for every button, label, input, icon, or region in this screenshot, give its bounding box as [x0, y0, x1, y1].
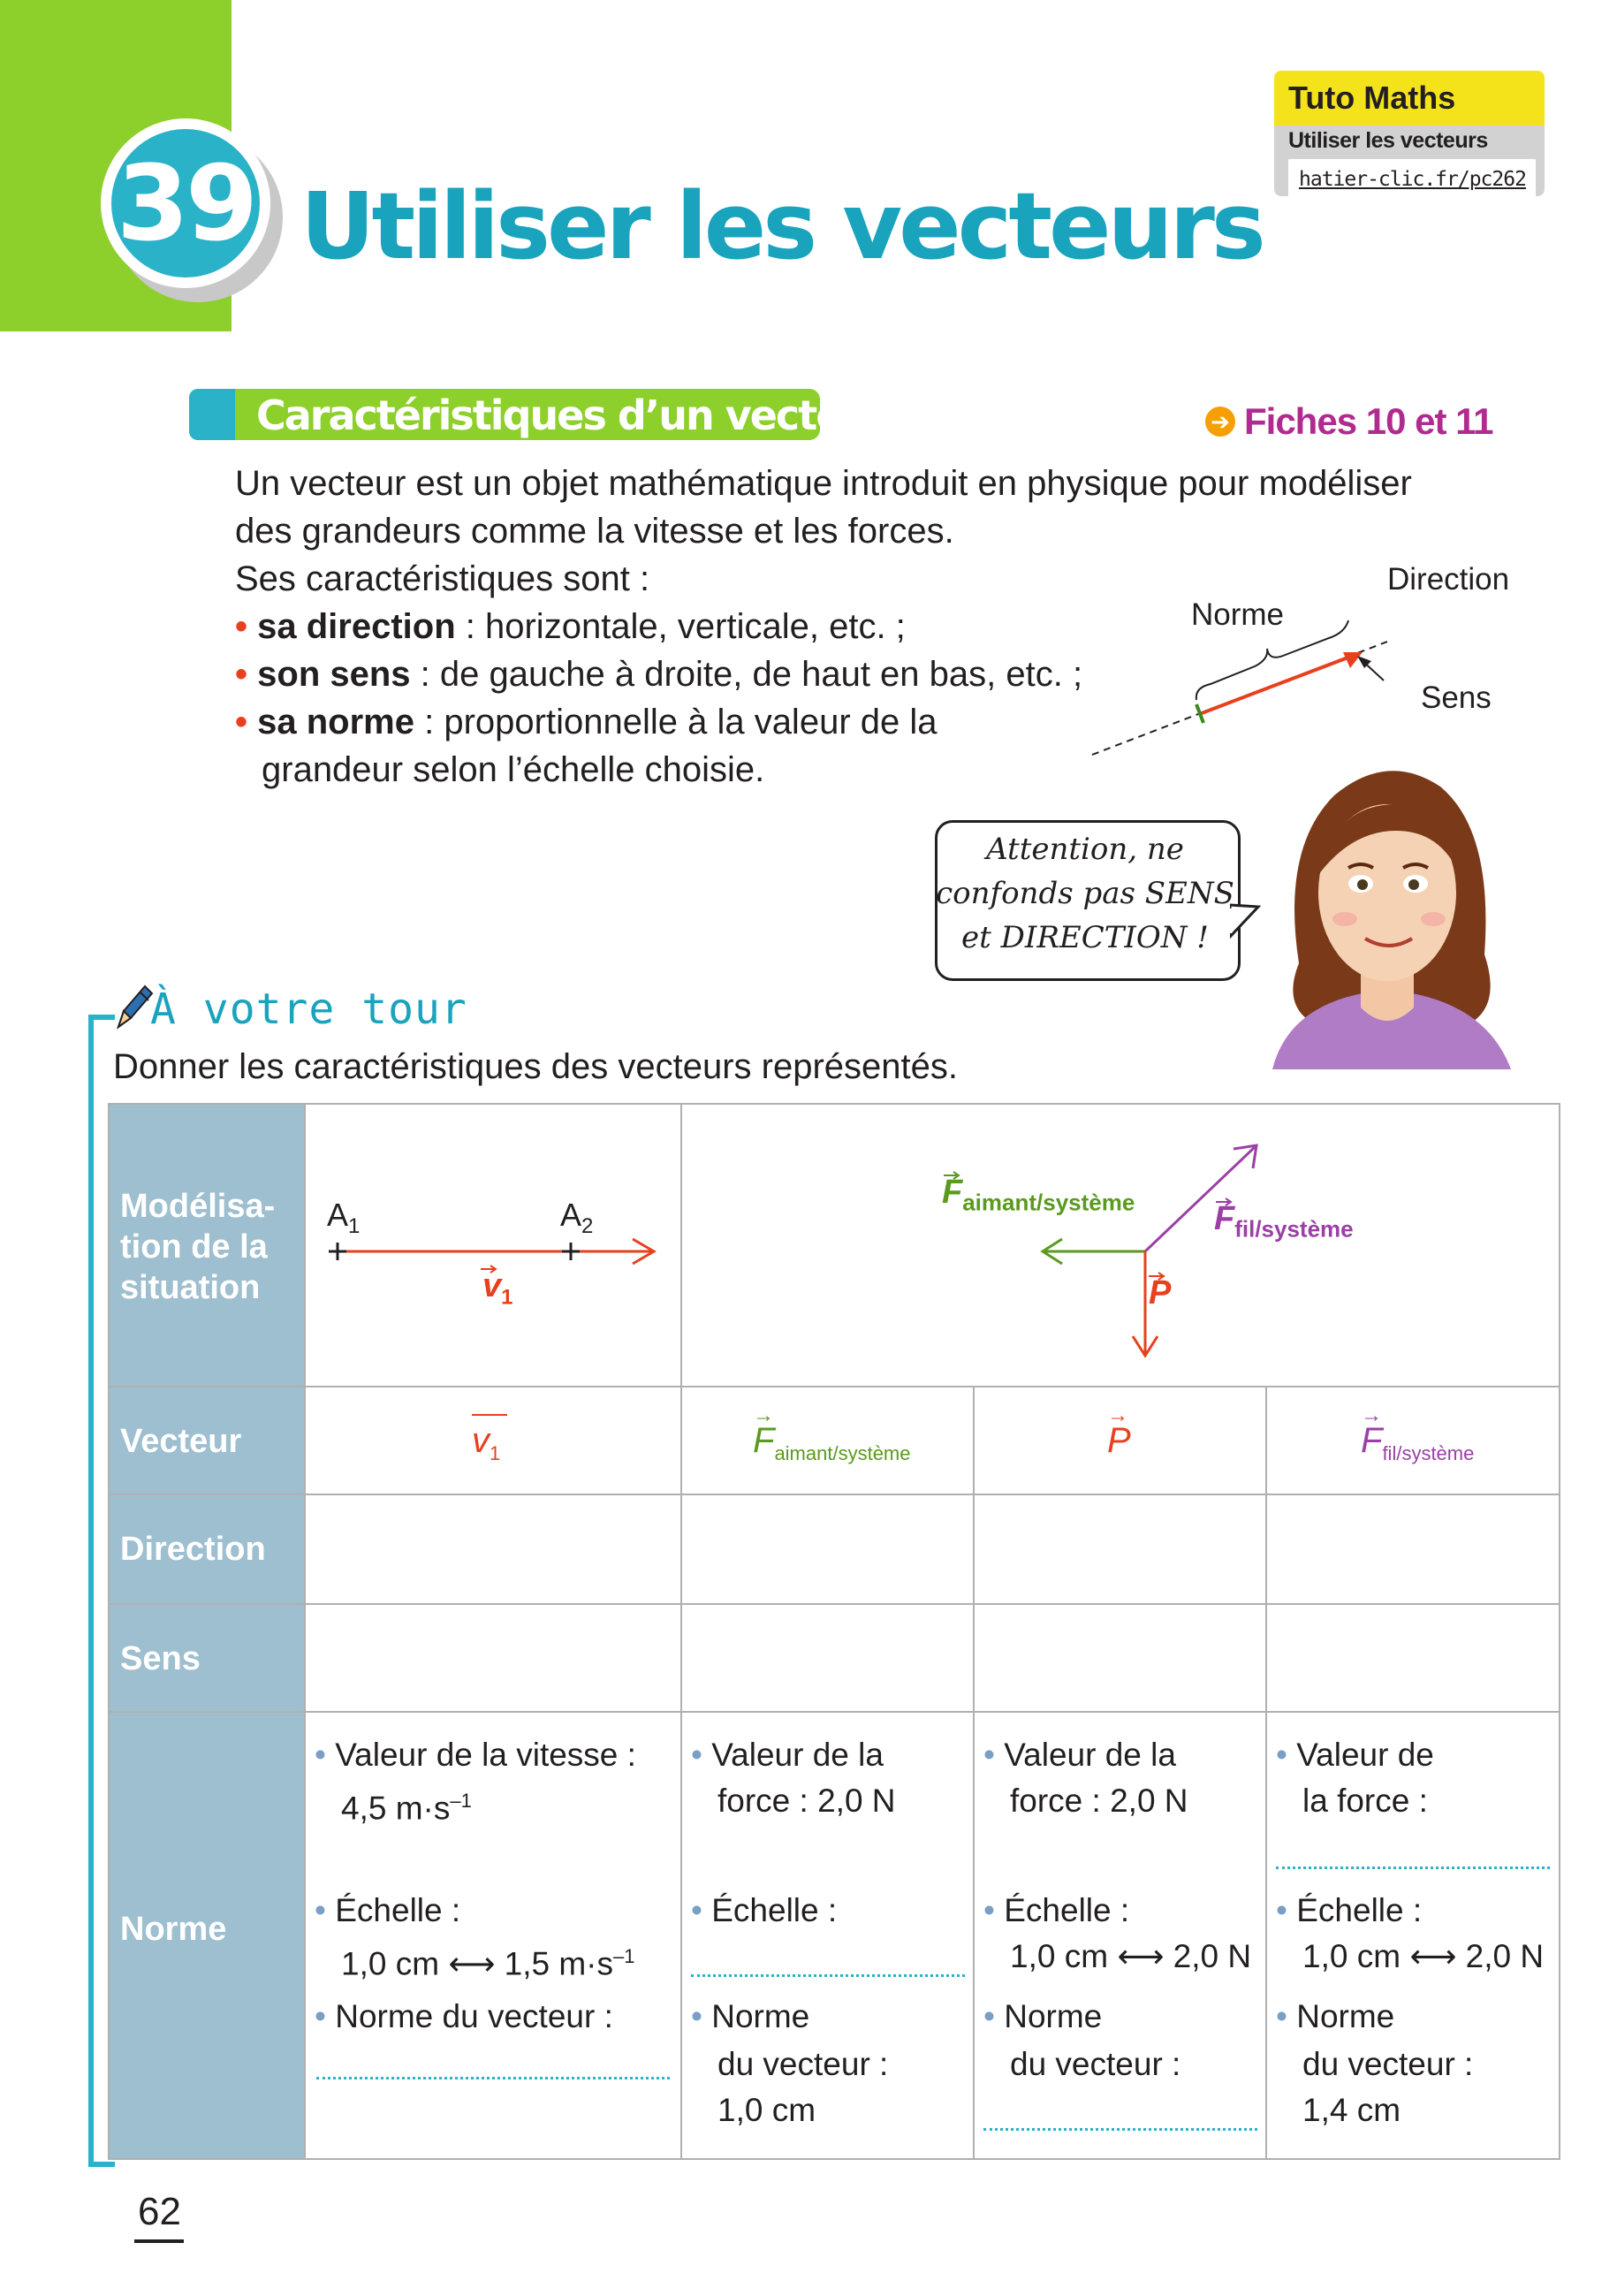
answer-cell[interactable]	[974, 1604, 1266, 1712]
force-fil-label: $F_{fil/système}$	[1214, 1200, 1354, 1243]
bullet-term: sa direction	[257, 607, 456, 646]
norme-line: • Norme	[691, 1998, 810, 2034]
forces-diagram	[682, 1105, 1560, 1387]
table-row-norme	[109, 1712, 1560, 2159]
pencil-icon	[110, 979, 154, 1032]
table-row-sens	[109, 1604, 1560, 1712]
norme-cell-2	[681, 1712, 974, 2159]
answer-cell[interactable]	[974, 1494, 1266, 1604]
table-row-modelisation	[109, 1104, 1560, 1387]
point-a2-label: $A_2$	[560, 1197, 594, 1239]
answer-cell[interactable]	[1266, 1494, 1560, 1604]
arrow-right-icon: ➔	[1205, 407, 1235, 437]
vector-arrow-icon: →	[1107, 1403, 1128, 1427]
intro-line: des grandeurs comme la vitesse et les forces.	[235, 512, 954, 551]
page-number: 62	[138, 2190, 181, 2233]
point-a1-label: $A_1$	[327, 1197, 361, 1239]
vector-cell-f-fil	[1266, 1387, 1560, 1494]
exercise-title: À votre tour	[150, 985, 467, 1034]
diagram-label-norme: Norme	[1191, 597, 1285, 632]
bullet-text: : de gauche à droite, de haut en bas, etc. ;	[410, 655, 1083, 694]
bullet-term: son sens	[257, 655, 411, 694]
chapter-number: 39	[111, 129, 260, 277]
norme-line: • Norme du vecteur :	[315, 1998, 613, 2034]
norme-line: 1,0 cm ⟷ 2,0 N	[1302, 1938, 1545, 1974]
answer-dotted-line[interactable]	[1276, 1866, 1550, 1869]
bullet-continuation: grandeur selon l’échelle choisie.	[262, 750, 765, 789]
table-row-vecteur	[109, 1387, 1560, 1494]
section-title: Caractéristiques d’un vecteur	[256, 392, 887, 439]
force-aimant-label: $F_{aimant/système}$	[942, 1174, 1135, 1216]
norme-line: • Échelle :	[983, 1892, 1130, 1928]
answer-cell[interactable]	[305, 1604, 681, 1712]
tuto-link[interactable]: hatier-clic.fr/pc262	[1299, 168, 1526, 191]
norme-line: 1,0 cm ⟷ 1,5 $m\cdot s^{-1}$	[341, 1945, 635, 1982]
model-forces-cell	[681, 1104, 1560, 1387]
norme-line: • Norme	[983, 1998, 1103, 2034]
table-row-direction	[109, 1494, 1560, 1604]
answer-cell[interactable]	[1266, 1604, 1560, 1712]
row-header-sens: Sens	[109, 1604, 305, 1712]
bullet-icon: •	[235, 607, 248, 646]
bubble-line: confonds pas SENS	[936, 876, 1234, 911]
exercise-side-rule	[88, 1015, 94, 2167]
vector-symbol: P	[1107, 1421, 1131, 1460]
norme-line: • Valeur de la	[983, 1737, 1176, 1773]
answer-cell[interactable]	[681, 1604, 974, 1712]
exercise-instruction: Donner les caractéristiques des vecteurs représentés.	[113, 1047, 959, 1086]
norme-line: • Valeur de la vitesse :	[315, 1737, 636, 1773]
page-title: Utiliser les vecteurs	[300, 172, 1263, 280]
tuto-title: Tuto Maths	[1288, 80, 1456, 116]
intro-line: Ses caractéristiques sont :	[235, 559, 650, 598]
answer-cell[interactable]	[681, 1494, 974, 1604]
bubble-line: Attention, ne	[986, 832, 1184, 867]
norme-line: • Norme	[1276, 1998, 1395, 2034]
row-header-line: situation	[120, 1269, 261, 1306]
norme-line: du vecteur :	[717, 2046, 889, 2082]
speech-bubble-text	[935, 827, 1235, 960]
bullet-text: : proportionnelle à la valeur de la	[414, 703, 938, 741]
norme-line: • Valeur de la	[691, 1737, 884, 1773]
vector-symbol: $F_{fil/système}$	[1361, 1421, 1475, 1464]
norme-line: 1,0 cm	[717, 2092, 816, 2128]
vector-symbol: $F_{aimant/système}$	[753, 1421, 911, 1464]
norme-cell-3	[974, 1712, 1266, 2159]
row-header-line: Modélisa-	[120, 1188, 276, 1225]
section-title-accent	[189, 389, 235, 440]
vector-cell-v1	[305, 1387, 681, 1494]
norme-line: • Échelle :	[691, 1892, 838, 1928]
answer-dotted-line[interactable]	[316, 2077, 670, 2079]
vector-v1-label: $v_1$	[482, 1267, 513, 1310]
norme-line: 4,5 $m\cdot s^{-1}$	[341, 1790, 472, 1827]
diagram-label-sens: Sens	[1421, 680, 1492, 715]
page-number-underline	[134, 2239, 184, 2243]
vector-symbol: $v_1$	[472, 1421, 501, 1464]
vector-arrow-icon: →	[753, 1403, 774, 1427]
velocity-vector-diagram	[306, 1105, 682, 1387]
norme-cell-1	[305, 1712, 681, 2159]
answer-cell[interactable]	[305, 1494, 681, 1604]
norme-line: • Valeur de	[1276, 1737, 1434, 1773]
norme-line: la force :	[1302, 1783, 1428, 1819]
norme-line: 1,4 cm	[1302, 2092, 1401, 2128]
row-header-vecteur: Vecteur	[109, 1387, 305, 1494]
row-header-modelisation	[109, 1104, 305, 1387]
weight-p-label: P	[1149, 1274, 1172, 1311]
diagram-label-direction: Direction	[1387, 562, 1510, 597]
norme-line: 1,0 cm ⟷ 2,0 N	[1010, 1938, 1252, 1974]
answer-dotted-line[interactable]	[983, 2128, 1257, 2131]
intro-line: Un vecteur est un objet mathématique introduit en physique pour modéliser	[235, 464, 1412, 503]
bullet-icon: •	[235, 655, 248, 694]
bullet-term: sa norme	[257, 703, 414, 741]
row-header-direction: Direction	[109, 1494, 305, 1604]
norme-cell-4	[1266, 1712, 1560, 2159]
bubble-line: et DIRECTION !	[961, 920, 1209, 955]
model-v1-cell	[305, 1104, 681, 1387]
answer-dotted-line[interactable]	[691, 1974, 965, 1977]
vector-arrow-icon	[472, 1414, 507, 1416]
bullet-text: : horizontale, verticale, etc. ;	[455, 607, 906, 646]
norme-line: force : 2,0 N	[717, 1783, 896, 1819]
row-header-line: tion de la	[120, 1228, 268, 1266]
bullet-icon: •	[235, 703, 248, 741]
vector-cell-p	[974, 1387, 1266, 1494]
norme-line: force : 2,0 N	[1010, 1783, 1188, 1819]
norme-line: du vecteur :	[1302, 2046, 1474, 2082]
row-header-norme: Norme	[109, 1712, 305, 2159]
vector-characteristics-table	[108, 1103, 1560, 2160]
exercise-side-rule-top	[88, 1015, 115, 1020]
norme-line: • Échelle :	[1276, 1892, 1423, 1928]
norme-line: du vecteur :	[1010, 2046, 1181, 2082]
teacher-character-illustration	[1264, 742, 1520, 1069]
tuto-subtitle: Utiliser les vecteurs	[1288, 128, 1488, 153]
vector-arrow-icon: →	[1361, 1403, 1382, 1427]
vector-cell-f-aimant	[681, 1387, 974, 1494]
norme-line: • Échelle :	[315, 1892, 461, 1928]
fiches-reference[interactable]: Fiches 10 et 11	[1244, 400, 1493, 442]
exercise-side-rule-bottom	[88, 2162, 115, 2167]
